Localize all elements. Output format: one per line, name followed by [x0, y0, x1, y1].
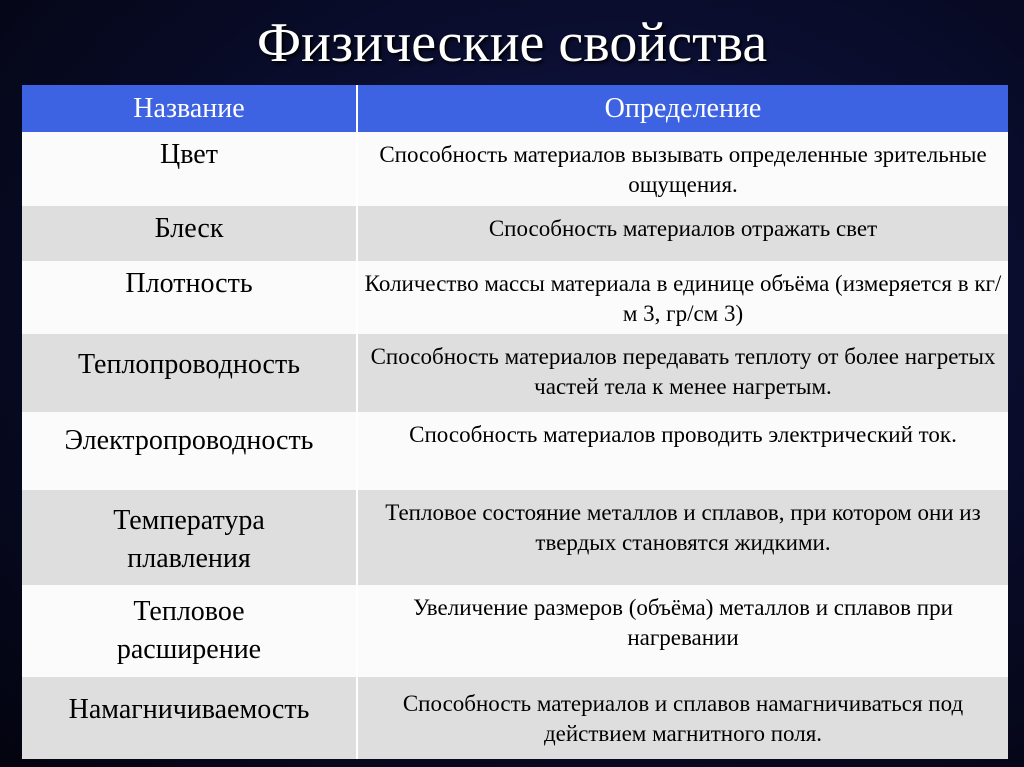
property-definition: Способность материалов проводить электрический ток.: [357, 412, 1008, 490]
table-header-row: [22, 85, 1008, 132]
property-definition: Способность материалов передавать теплоту от более нагретых частей тела к менее нагретым.: [357, 334, 1008, 412]
property-name: Блеск: [22, 206, 357, 261]
table-row: [22, 132, 1008, 206]
slide-title: Физические свойства: [256, 12, 768, 74]
property-definition: Способность материалов вызывать определенные зрительные ощущения.: [357, 132, 1008, 206]
property-name: Цвет: [22, 132, 357, 206]
table-row: [22, 677, 1008, 759]
properties-table: [22, 85, 1008, 759]
table-row: [22, 334, 1008, 412]
table-row: [22, 261, 1008, 334]
property-name: Намагничиваемость: [22, 677, 357, 759]
table-row: [22, 490, 1008, 585]
table-row: [22, 585, 1008, 677]
property-name: Тепловое расширение: [22, 585, 357, 677]
property-name: Теплопроводность: [22, 334, 357, 412]
property-name: Температура плавления: [22, 490, 357, 585]
property-name: Плотность: [22, 261, 357, 334]
property-definition: Способность материалов и сплавов намагничиваться под действием магнитного поля.: [357, 677, 1008, 759]
table-row: [22, 412, 1008, 490]
property-definition: Способность материалов отражать свет: [357, 206, 1008, 261]
property-definition: Количество массы материала в единице объёма (измеряется в кг/м 3, гр/см 3): [357, 261, 1008, 334]
property-definition: Тепловое состояние металлов и сплавов, при котором они из твердых становятся жидкими.: [357, 490, 1008, 585]
header-definition: Определение: [357, 85, 1008, 132]
property-definition: Увеличение размеров (объёма) металлов и сплавов при нагревании: [357, 585, 1008, 677]
table-row: [22, 206, 1008, 261]
property-name: Электропроводность: [22, 412, 357, 490]
header-name: Название: [22, 85, 357, 132]
